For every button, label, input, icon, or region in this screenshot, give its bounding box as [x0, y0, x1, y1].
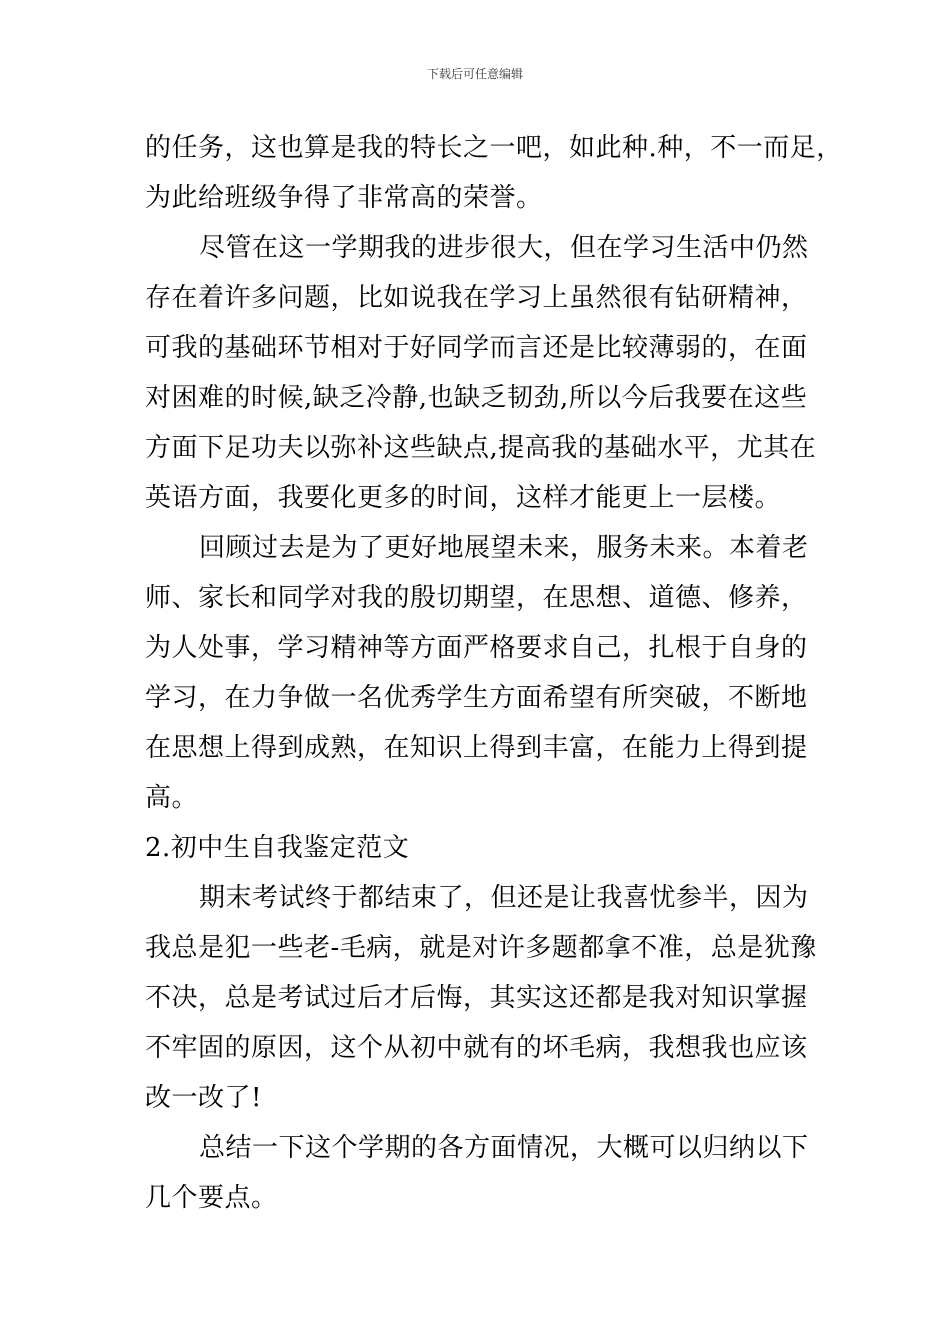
section-heading: 2.初中生自我鉴定范文 — [145, 833, 410, 863]
paragraph-start-line: 期末考试终于都结束了，但还是让我喜忧参半，因为 — [199, 883, 809, 913]
text-line: 英语方面，我要化更多的时间，这样才能更上一层楼。 — [145, 483, 782, 513]
text-line: 可我的基础环节相对于好同学而言还是比较薄弱的，在面 — [145, 333, 808, 363]
text-line: 高。 — [145, 783, 199, 813]
text-line: 我总是犯一些老-毛病，就是对许多题都拿不准，总是犹豫 — [145, 933, 817, 963]
text-line: 学习，在力争做一名优秀学生方面希望有所突破，不断地 — [145, 683, 808, 713]
text-line: 几个要点。 — [145, 1183, 278, 1213]
paragraph-start-line: 总结一下这个学期的各方面情况，大概可以归纳以下 — [199, 1133, 809, 1163]
text-line: 为此给班级争得了非常高的荣誉。 — [145, 183, 543, 213]
text-line: 对困难的时候,缺乏冷静,也缺乏韧劲,所以今后我要在这些 — [145, 383, 808, 413]
text-line: 方面下足功夫以弥补这些缺点,提高我的基础水平，尤其在 — [145, 433, 817, 463]
text-line: 在思想上得到成熟，在知识上得到丰富，在能力上得到提 — [145, 733, 808, 763]
paragraph-start-line: 尽管在这一学期我的进步很大，但在学习生活中仍然 — [199, 233, 809, 263]
text-line: 不决，总是考试过后才后悔，其实这还都是我对知识掌握 — [145, 983, 808, 1013]
text-line: 存在着许多问题，比如说我在学习上虽然很有钻研精神， — [145, 283, 808, 313]
page-header: 下载后可任意编辑 — [426, 67, 523, 81]
text-line: 为人处事，学习精神等方面严格要求自己，扎根于自身的 — [145, 633, 808, 663]
text-line: 不牢固的原因，这个从初中就有的坏毛病，我想我也应该 — [145, 1033, 808, 1063]
document-body — [145, 123, 843, 1223]
text-line: 师、家长和同学对我的殷切期望，在思想、道德、修养， — [145, 583, 808, 613]
text-line: 的任务，这也算是我的特长之一吧，如此种.种，不一而足， — [145, 133, 843, 163]
paragraph-start-line: 回顾过去是为了更好地展望未来，服务未来。本着老 — [199, 533, 809, 563]
text-line: 改一改了! — [145, 1083, 262, 1113]
